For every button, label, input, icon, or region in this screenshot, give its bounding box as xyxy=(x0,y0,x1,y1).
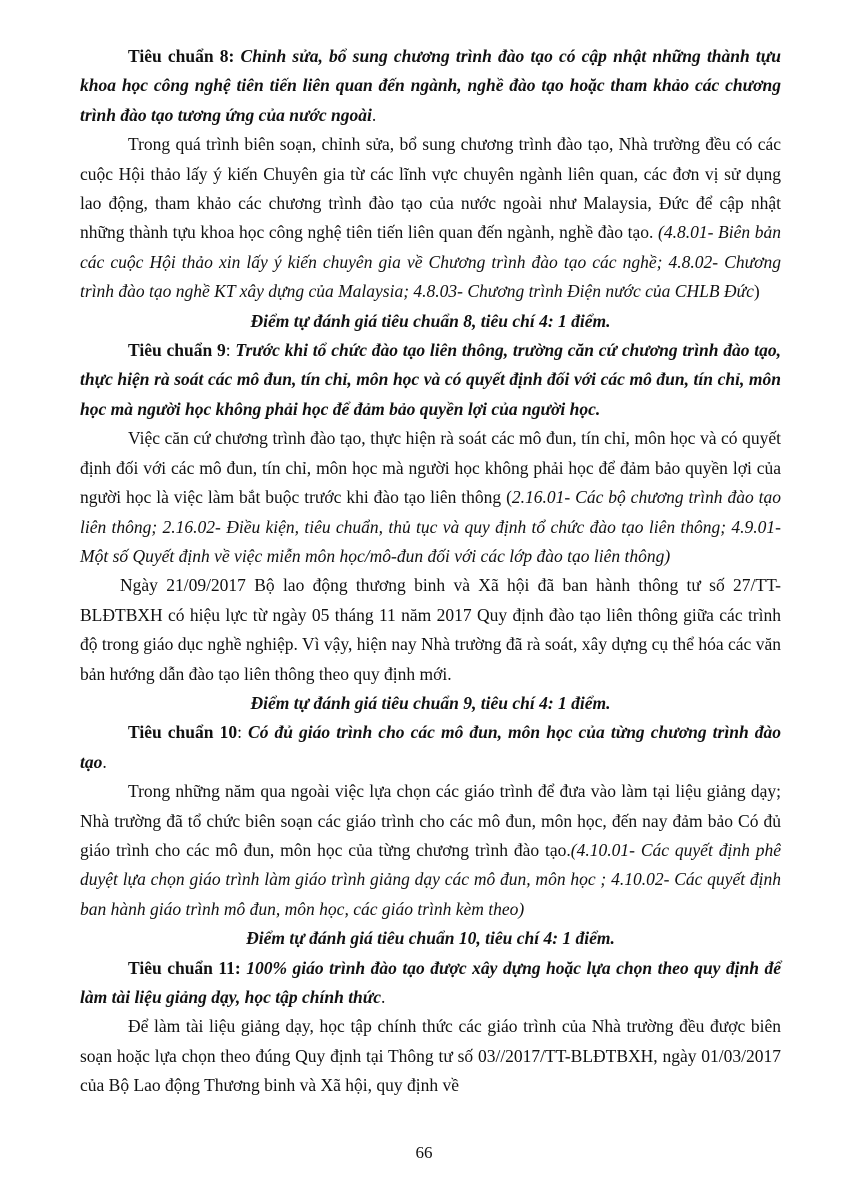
standard-8-evidence: (4.8.01- Biên bản các cuộc Hội thảo xin lấy ý kiến chuyên gia về Chương trình đào tạo các nghề; 4.8.02- Chương trình đào tạo nghề KT xây dựng của Malaysia; 4.8.03- Chương trình Điện nước của CHLB Đức xyxy=(80,222,781,302)
standard-10-score: Điểm tự đánh giá tiêu chuẩn 10, tiêu chí 4: 1 điểm. xyxy=(246,928,615,949)
standard-9-body-2: Ngày 21/09/2017 Bộ lao động thương binh và Xã hội đã ban hành thông tư số 27/TT-BLĐTBXH có hiệu lực từ ngày 05 tháng 11 năm 2017 Quy định đào tạo liên thông giữa các trình độ trong giáo dục nghề nghiệp. Vì vậy, hiện nay Nhà trường đã rà soát, xây dựng cụ thể hóa các văn bản hướng dẫn đào tạo liên thông theo quy định mới. xyxy=(80,575,781,684)
standard-11-title-end: . xyxy=(381,987,386,1007)
standard-9-colon: : xyxy=(225,340,236,361)
standard-11-body: Để làm tài liệu giảng dạy, học tập chính thức các giáo trình của Nhà trường đều được biên soạn hoặc lựa chọn theo đúng Quy định tại Thông tư số 03//2017/TT-BLĐTBXH, ngày 01/03/2017 của Bộ Lao động Thương binh và Xã hội, quy định về xyxy=(80,1016,781,1096)
standard-9-evidence: 2.16.01- Các bộ chương trình đào tạo liên thông; 2.16.02- Điều kiện, tiêu chuẩn, thủ tục và quy định tổ chức đào tạo liên thông; 4.9.01- Một số Quyết định về việc miễn môn học/mô-đun đối với các lớp đào tạo liên thông) xyxy=(80,487,781,566)
standard-10-title: Có đủ giáo trình cho các mô đun, môn học của từng chương trình đào tạo xyxy=(80,722,781,772)
document-page xyxy=(80,42,781,1101)
standard-11-heading xyxy=(80,954,781,1013)
standard-10-body xyxy=(80,777,781,924)
standard-9-title: Trước khi tổ chức đào tạo liên thông, trường căn cứ chương trình đào tạo, thực hiện rà soát các mô đun, tín chỉ, môn học và có quyết định đối với các mô đun, tín chỉ, môn học mà người học không phải học để đảm bảo quyền lợi của người học. xyxy=(80,340,781,419)
standard-8-score: Điểm tự đánh giá tiêu chuẩn 8, tiêu chí 4: 1 điểm. xyxy=(250,310,611,331)
standard-8-evidence-end: ) xyxy=(753,281,760,302)
standard-10-evidence: (4.10.01- Các quyết định phê duyệt lựa chọn giáo trình làm giáo trình giảng dạy các mô đun, môn học ; 4.10.02- Các quyết định ban hành giáo trình mô đun, môn học, các giáo trình kèm theo) xyxy=(80,839,781,919)
standard-9-heading xyxy=(80,336,781,424)
standard-8-body-text: Trong quá trình biên soạn, chỉnh sửa, bổ sung chương trình đào tạo, Nhà trường đều có các cuộc Hội thảo lấy ý kiến Chuyên gia từ các lĩnh vực chuyên ngành liên quan, các đơn vị sử dụng lao động, tham khảo các chương trình đào tạo của nước ngoài như Malaysia, Đức để cập nhật những thành tựu khoa học công nghệ tiên tiến liên quan đến ngành, nghề đào tạo. xyxy=(80,134,781,243)
standard-9-body xyxy=(80,424,781,571)
standard-10-body-text: Trong những năm qua ngoài việc lựa chọn các giáo trình để đưa vào làm tại liệu giảng dạy; Nhà trường đã tổ chức biên soạn các giáo trình cho các mô đun, môn học, đến nay đảm bảo Có đủ giáo trình cho các mô đun, môn học của từng chương trình đào tạo. xyxy=(80,781,781,860)
standard-10-label: Tiêu chuẩn 10 xyxy=(128,722,238,743)
standard-9-body-text: Việc căn cứ chương trình đào tạo, thực hiện rà soát các mô đun, tín chỉ, môn học và có quyết định đối với các mô đun, tín chỉ, môn học mà người học không phải học để đảm bảo quyền lợi của người học là việc làm bắt buộc trước khi đào tạo liên thông ( xyxy=(80,428,781,508)
standard-11-title: 100% giáo trình đào tạo được xây dựng hoặc lựa chọn theo quy định để làm tài liệu giảng dạy, học tập chính thức xyxy=(80,957,781,1007)
standard-10-colon: : xyxy=(237,722,249,743)
standard-10-title-end: . xyxy=(102,751,107,772)
standard-9-score: Điểm tự đánh giá tiêu chuẩn 9, tiêu chí 4: 1 điểm. xyxy=(250,692,611,713)
standard-8-body xyxy=(80,130,781,306)
standard-8-title: Chỉnh sửa, bổ sung chương trình đào tạo có cập nhật những thành tựu khoa học công nghệ tiên tiến liên quan đến ngành, nghề đào tạo hoặc tham khảo các chương trình đào tạo tương ứng của nước ngoài xyxy=(80,46,781,125)
standard-10-heading xyxy=(80,718,781,777)
page-number: 66 xyxy=(415,1143,433,1162)
standard-8-label: Tiêu chuẩn 8: xyxy=(128,46,235,66)
standard-8-title-end: . xyxy=(371,104,377,125)
standard-9-label: Tiêu chuẩn 9 xyxy=(128,340,226,361)
standard-11-label: Tiêu chuẩn 11: xyxy=(128,957,247,978)
standard-8-heading xyxy=(80,42,781,130)
